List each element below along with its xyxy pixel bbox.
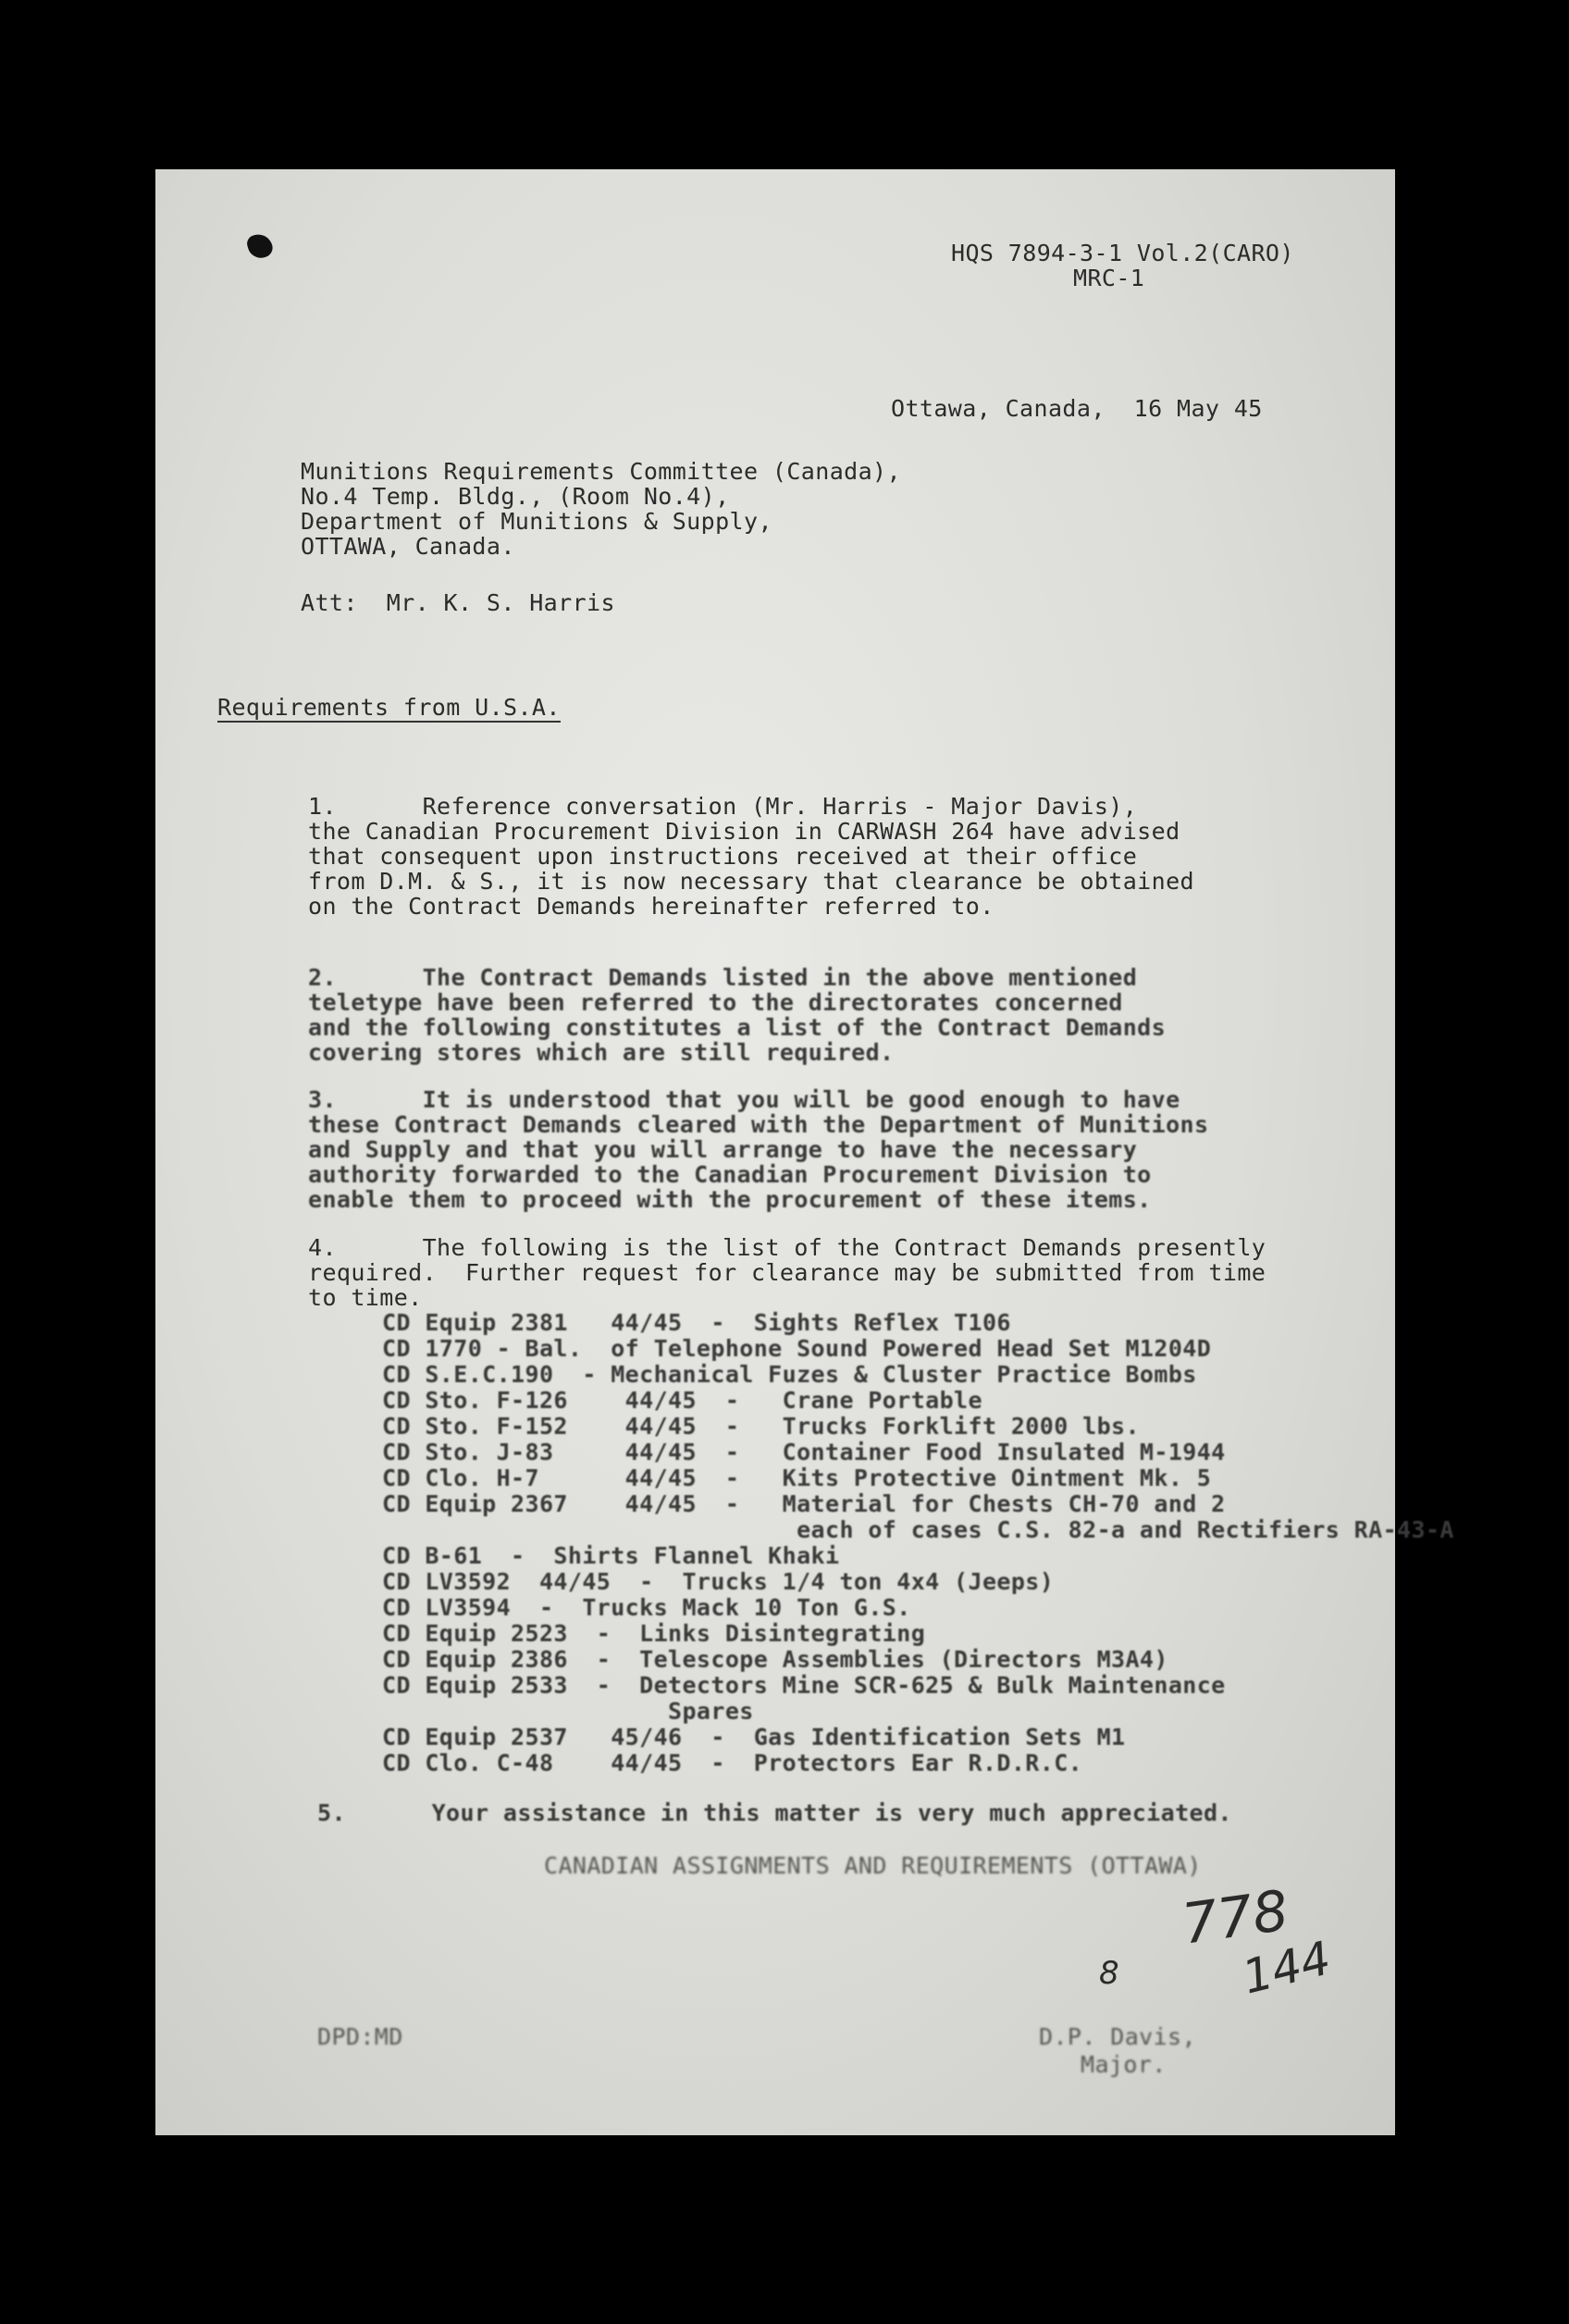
- document-page: [155, 169, 1454, 2135]
- signer-rank: Major.: [1081, 2051, 1167, 2078]
- text-line: and Supply and that you will arrange to have the necessary: [308, 1136, 1138, 1163]
- text-line: these Contract Demands cleared with the Department of Munitions: [308, 1111, 1209, 1138]
- list-item: CD Equip 2533 - Detectors Mine SCR-625 & Bulk Maintenance: [382, 1672, 1226, 1699]
- list-item: CD Clo. C-48 44/45 - Protectors Ear R.D.R.C.: [382, 1749, 1083, 1776]
- text-line: on the Contract Demands hereinafter referred to.: [308, 893, 995, 920]
- handwritten-number: 778: [1178, 1878, 1292, 1958]
- list-item: CD 1770 - Bal. of Telephone Sound Powered Head Set M1204D: [382, 1335, 1212, 1362]
- list-item: CD Sto. F-152 44/45 - Trucks Forklift 2000 lbs.: [382, 1413, 1140, 1440]
- list-item: CD B-61 - Shirts Flannel Khaki: [382, 1542, 840, 1569]
- addressee-line: Munitions Requirements Committee (Canada),: [301, 458, 901, 485]
- signer-name: D.P. Davis,: [1039, 2023, 1196, 2050]
- text-line: covering stores which are still required.: [308, 1039, 895, 1066]
- list-item: Spares: [382, 1698, 754, 1724]
- list-item: CD Sto. J-83 44/45 - Container Food Insulated M-1944: [382, 1439, 1226, 1465]
- text-line: enable them to proceed with the procurement of these items.: [308, 1186, 1152, 1213]
- list-item: CD Equip 2386 - Telescope Assemblies (Directors M3A4): [382, 1646, 1168, 1673]
- list-item: CD Equip 2537 45/46 - Gas Identification Sets M1: [382, 1724, 1126, 1750]
- paragraph-5: 5. Your assistance in this matter is very much appreciated.: [317, 1799, 1232, 1826]
- text-line: teletype have been referred to the directorates concerned: [308, 989, 1123, 1016]
- list-item: CD Equip 2367 44/45 - Material for Chests CH-70 and 2: [382, 1490, 1226, 1517]
- list-item: CD LV3594 - Trucks Mack 10 Ton G.S.: [382, 1594, 911, 1621]
- file-reference: HQS 7894-3-1 Vol.2(CARO): [951, 240, 1294, 266]
- text-line: to time.: [308, 1284, 423, 1311]
- list-item: CD LV3592 44/45 - Trucks 1/4 ton 4x4 (Jeeps): [382, 1568, 1055, 1595]
- text-line: the Canadian Procurement Division in CARWASH 264 have advised: [308, 818, 1180, 845]
- list-item: CD S.E.C.190 - Mechanical Fuzes & Cluster Practice Bombs: [382, 1361, 1197, 1388]
- text-line: required. Further request for clearance may be submitted from time: [308, 1259, 1266, 1286]
- list-item: each of cases C.S. 82-a and Rectifiers RA-43-A: [382, 1516, 1454, 1543]
- addressee-line: No.4 Temp. Bldg., (Room No.4),: [301, 483, 730, 510]
- list-item: CD Equip 2523 - Links Disintegrating: [382, 1620, 926, 1647]
- text-line: authority forwarded to the Canadian Procurement Division to: [308, 1161, 1152, 1188]
- addressee-line: Department of Munitions & Supply,: [301, 508, 772, 535]
- list-item: CD Clo. H-7 44/45 - Kits Protective Ointment Mk. 5: [382, 1465, 1212, 1491]
- text-line: 4. The following is the list of the Contract Demands presently: [308, 1234, 1266, 1261]
- sub-reference: MRC-1: [1073, 265, 1145, 291]
- list-item: CD Equip 2381 44/45 - Sights Reflex T106: [382, 1309, 1011, 1336]
- text-line: 2. The Contract Demands listed in the above mentioned: [308, 964, 1138, 991]
- typist-initials: DPD:MD: [317, 2023, 403, 2050]
- text-line: that consequent upon instructions received at their office: [308, 843, 1138, 870]
- list-item: CD Sto. F-126 44/45 - Crane Portable: [382, 1387, 982, 1414]
- attention-line: Att: Mr. K. S. Harris: [301, 589, 615, 616]
- organization-signature-block: CANADIAN ASSIGNMENTS AND REQUIREMENTS (OTTAWA): [544, 1852, 1202, 1879]
- text-line: 1. Reference conversation (Mr. Harris - Major Davis),: [308, 793, 1138, 820]
- ink-blot: [245, 231, 275, 261]
- handwritten-mark: 8: [1099, 1955, 1119, 1992]
- place-date: Ottawa, Canada, 16 May 45: [891, 395, 1263, 422]
- handwritten-number: 144: [1237, 1931, 1337, 2005]
- text-line: 3. It is understood that you will be good enough to have: [308, 1086, 1180, 1113]
- text-line: and the following constitutes a list of the Contract Demands: [308, 1014, 1167, 1041]
- text-line: from D.M. & S., it is now necessary that clearance be obtained: [308, 868, 1194, 895]
- subject-heading: Requirements from U.S.A.: [217, 694, 561, 721]
- addressee-line: OTTAWA, Canada.: [301, 533, 515, 560]
